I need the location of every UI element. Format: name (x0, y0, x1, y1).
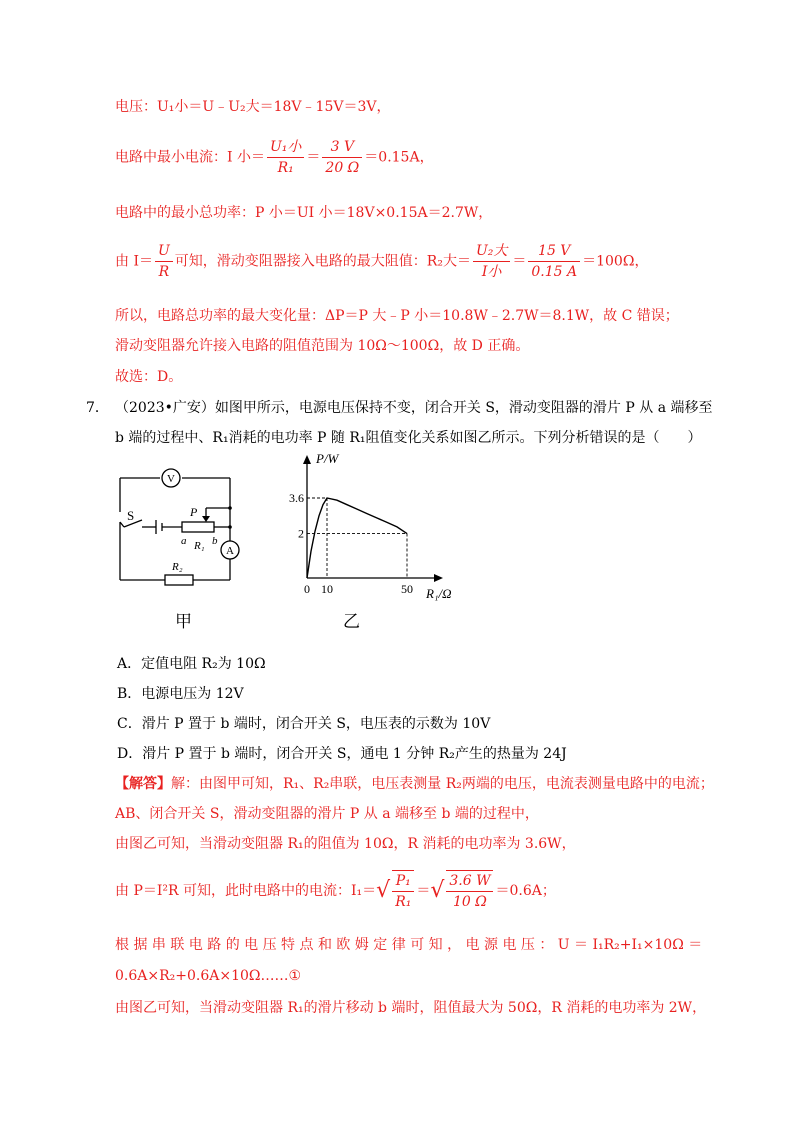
answer-tag: 【解答】 (115, 776, 171, 792)
option-c: C．滑片 P 置于 b 端时，闭合开关 S，电压表的示数为 10V (117, 716, 491, 732)
circuit-diagram (110, 458, 250, 588)
min-power-line: 电路中的最小总功率：P 小＝UI 小＝18V×0.15A＝2.7W， (115, 205, 493, 221)
voltmeter-label: V (167, 473, 175, 485)
answer-line-7: 由图乙可知，当滑动变阻器 R₁的滑片移动 b 端时，阻值最大为 50Ω，R 消耗的电功率为 2W， (115, 1000, 707, 1016)
figure-jia-caption: 甲 (175, 612, 192, 632)
answer-line-4-prefix: 由 P＝I²R 可知，此时电路中的电流：I₁＝ (115, 883, 377, 899)
ohm-law-line (115, 241, 648, 282)
option-b: B．电源电压为 12V (117, 686, 244, 702)
r1-label: R₁ (194, 540, 205, 552)
question-number: 7． (86, 400, 109, 416)
answer-line-1-text: 解：由图甲可知，R₁、R₂串联，电压表测量 R₂两端的电压，电流表测量电路中的电流； (171, 776, 714, 792)
equals-sign: ＝ (416, 883, 431, 899)
min-current-label: 电路中最小电流：I 小＝ (115, 149, 265, 166)
min-current-value: ＝0.15A， (364, 149, 434, 166)
figure-yi-caption: 乙 (343, 612, 360, 632)
fraction-denominator: R₁ (395, 894, 412, 910)
fraction-denominator: R (158, 264, 170, 280)
x-axis-label: R₁/Ω (426, 586, 452, 601)
end-b-label: b (212, 535, 218, 547)
fraction-denominator: 10 Ω (452, 894, 487, 910)
fraction-u2-i (473, 241, 510, 282)
r2-label: R₂ (172, 561, 183, 573)
equals-sign: ＝ (306, 149, 321, 166)
fraction-numerator: U (155, 241, 173, 262)
power-change-line: 所以，电路总功率的最大变化量：ΔP＝P 大﹣P 小＝10.8W﹣2.7W＝8.1W，故 C 错误； (115, 308, 679, 324)
answer-line: 故选：D。 (115, 369, 183, 385)
fraction-numerator: U₁小 (267, 137, 304, 158)
fraction-numerator: U₂大 (473, 241, 510, 262)
slider-label: P (190, 505, 198, 519)
answer-line-1 (115, 774, 714, 794)
y-tick-label: 2 (298, 526, 304, 541)
voltage-line: 电压：U₁小＝U﹣U₂大＝18V﹣15V＝3V， (115, 99, 391, 115)
answer-line-2: AB、闭合开关 S，滑动变阻器的滑片 P 从 a 端移至 b 端的过程中， (115, 806, 539, 822)
sqrt-p1-r1: √ $\frac{\text{P₁}}{\text{R₁}}$ (376, 870, 416, 912)
fraction-numerator: 3.6 W (446, 871, 493, 892)
question-line-2: b 端的过程中、R₁消耗的电功率 P 随 R₁阻值变化关系如图乙所示。下列分析错误的是（ ） (115, 430, 702, 446)
ammeter-label: A (226, 545, 234, 557)
fraction-numerator: P₁ (392, 871, 414, 892)
answer-line-5: 根 据 串 联 电 路 的 电 压 特 点 和 欧 姆 定 律 可 知 ， 电 源 电 压 ： U ＝ I₁R₂+I₁×10Ω ＝ (115, 937, 703, 953)
answer-line-4 (115, 870, 556, 912)
x-axis-arrow (434, 574, 443, 582)
fraction-15v-015a (528, 241, 580, 282)
fraction-denominator: R₁ (277, 160, 294, 176)
power-resistance-chart (280, 452, 460, 602)
min-current-line (115, 137, 434, 178)
ohm-law-prefix: 由 I＝ (115, 253, 153, 270)
power-curve (307, 498, 407, 578)
option-d: D．滑片 P 置于 b 端时，闭合开关 S，通电 1 分钟 R₂产生的热量为 24J (117, 746, 567, 762)
fraction-denominator: I小 (481, 264, 502, 280)
y-tick-label: 3.6 (289, 491, 304, 505)
fraction-u1-r1 (267, 137, 304, 178)
fraction-denominator: 0.15 A (531, 264, 578, 280)
answer-line-4-suffix: ＝0.6A； (495, 883, 556, 899)
question-line-1: （2023•广安）如图甲所示，电源电压保持不变，闭合开关 S，滑动变阻器的滑片 P 从 a 端移至 (115, 400, 713, 416)
x-tick-label: 0 (304, 582, 310, 596)
ohm-law-value: ＝100Ω， (582, 253, 649, 270)
fraction-3v-20ohm (322, 137, 362, 178)
switch-label: S (127, 508, 135, 523)
equals-sign: ＝ (512, 253, 527, 270)
range-line: 滑动变阻器允许接入电路的阻值范围为 10Ω～100Ω，故 D 正确。 (115, 338, 530, 354)
x-tick-label: 10 (321, 582, 333, 596)
option-a: A．定值电阻 R₂为 10Ω (117, 656, 266, 672)
sqrt-36w-10ohm: √ $\frac{3.6 W}{10 \Omega}$ (430, 870, 495, 912)
answer-line-3: 由图乙可知，当滑动变阻器 R₁的阻值为 10Ω，R 消耗的电功率为 3.6W， (115, 836, 576, 852)
end-a-label: a (181, 535, 187, 547)
fraction-u-r (155, 241, 173, 282)
fraction-numerator: 3 V (322, 137, 362, 158)
fraction-numerator: 15 V (528, 241, 580, 262)
x-tick-label: 50 (401, 582, 413, 596)
fraction-denominator: 20 Ω (325, 160, 360, 176)
answer-line-6: 0.6A×R₂+0.6A×10Ω……① (115, 968, 302, 984)
y-axis-label: P/W (316, 452, 339, 466)
y-axis-arrow (303, 455, 311, 464)
ohm-law-mid: 可知，滑动变阻器接入电路的最大阻值：R₂大＝ (174, 253, 471, 270)
